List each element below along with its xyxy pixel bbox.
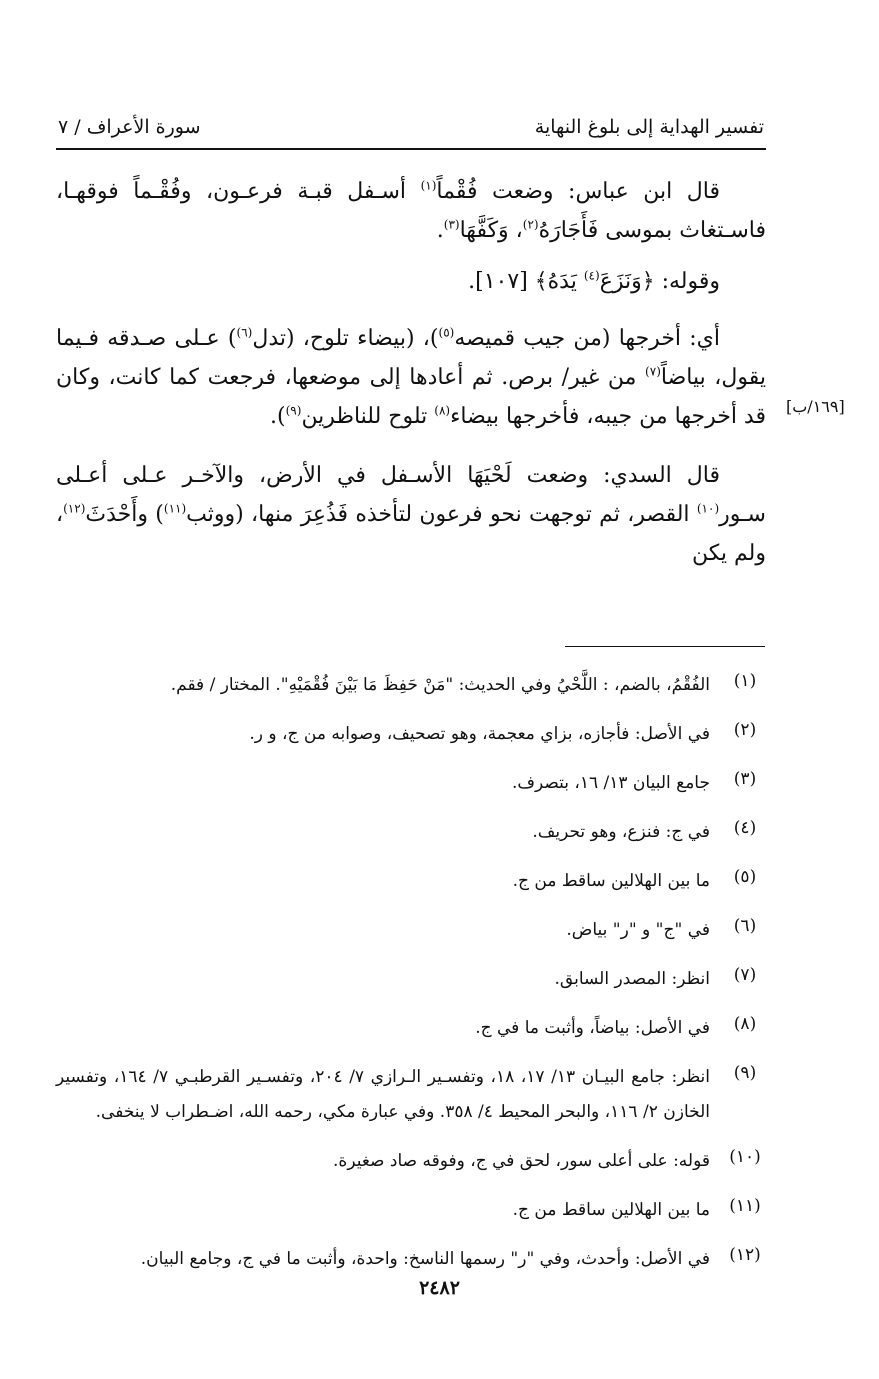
paragraph-suddi (56, 456, 766, 573)
footnote-number: (٤) (733, 818, 757, 838)
footnote-text: في الأصل: فأجازه، بزاي معجمة، وهو تصحيف، وصوابه من ج، و ر. (249, 724, 710, 744)
footnote-item (56, 913, 766, 948)
footnote-marker: (٦) (236, 325, 253, 340)
footnote-number: (١١) (729, 1196, 761, 1216)
footnote-marker: (١٢) (63, 501, 86, 516)
manuscript-folio-note: [١٦٩/ب] (786, 397, 845, 416)
main-text (56, 172, 766, 593)
footnote-marker: (١) (420, 178, 437, 193)
footnote-number: (١) (733, 671, 757, 691)
footnote-number: (٦) (733, 916, 757, 936)
text-run: أسـفل قبـة فرعـون، وفُقْـماً فوقهـا، فاسـتغاث بموسى فَأَجَارَهُ (56, 179, 766, 243)
text-run: ، ولم يكن (56, 502, 766, 566)
footnote-text: في الأصل: بياضاً، وأثبت ما في ج. (475, 1018, 710, 1038)
footnote-text: في "ج" و "ر" بياض. (566, 920, 710, 940)
text-run: ) وأَحْدَثَ (85, 502, 164, 527)
verse-line (56, 262, 766, 301)
footnote-item (56, 815, 766, 850)
text-run: من غير/ برص. ثم أعادها إلى موضعها، فرجعت كما كانت، وكان قد أخرجها من جيبه، فأخرجها بيضاء (56, 365, 766, 429)
footnote-text: الفُقْمُ، بالضم، : اللَّحْيُ وفي الحديث: "مَنْ حَفِظَ مَا بَيْنَ فُقْمَيْهِ". المختار / فقم. (170, 675, 710, 695)
footnote-marker: (١١) (163, 501, 187, 516)
footnote-number: (١٢) (729, 1245, 761, 1265)
text-run: وقوله: ﴿وَنَزَعَ (599, 269, 720, 294)
footnote-item (56, 864, 766, 899)
text-run: يَدَهُ﴾ [١٠٧]. (468, 269, 584, 294)
footnote-number: (٧) (733, 965, 757, 985)
paragraph-ibn-abbas (56, 172, 766, 250)
footnote-number: (١٠) (729, 1147, 761, 1167)
page-number: ٢٤٨٢ (419, 1277, 460, 1299)
text-run: القصر، ثم توجهت نحو فرعون لتأخذه فَذُعِرَ منها، (ووثب (186, 502, 697, 527)
running-header (56, 112, 766, 150)
footnote-item (56, 717, 766, 752)
footnote-number: (٩) (733, 1063, 757, 1083)
footnote-text: جامع البيان ١٣/ ١٦، بتصرف. (511, 773, 710, 793)
text-run: )، (بيضاء تلوح، (تدل (252, 326, 439, 351)
footnote-text: في الأصل: وأحدث، وفي "ر" رسمها الناسخ: واحدة، وأثبت ما في ج، وجامع البيان. (140, 1249, 710, 1269)
footnotes-list (56, 668, 766, 1291)
text-run: قال ابن عباس: وضعت فُقْماً (436, 179, 721, 204)
footnote-text: ما بين الهلالين ساقط من ج. (512, 871, 710, 891)
book-title: تفسير الهداية إلى بلوغ النهاية (534, 116, 764, 138)
footnote-number: (٣) (733, 769, 757, 789)
footnote-item (56, 1011, 766, 1046)
text-run: . (436, 218, 444, 243)
footnote-marker: (٧) (645, 364, 661, 379)
surah-label: سورة الأعراف / ٧ (58, 116, 201, 138)
footnote-marker: (١٠) (696, 501, 720, 516)
text-run: قال السدي: وضعت لَحْيَهَا الأسـفل في الأرض، والآخـر عـلى أعـلى سـور (56, 463, 766, 527)
footnote-number: (٥) (733, 867, 757, 887)
footnote-text: ما بين الهلالين ساقط من ج. (512, 1200, 710, 1220)
paragraph-explanation (56, 319, 766, 436)
text-run: تلوح للناظرين (301, 404, 435, 429)
footnote-marker: (٨) (434, 403, 451, 418)
text-run: ، وَكَفَّهَا (459, 218, 523, 243)
text-run: ) عـلى صـدقه فـيما يقول، بياضاً (56, 326, 766, 390)
footnote-text: انظر: المصدر السابق. (554, 969, 710, 989)
footnote-item (56, 1193, 766, 1228)
footnote-marker: (٤) (583, 268, 600, 283)
footnote-item (56, 668, 766, 703)
footnote-number: (٨) (733, 1014, 757, 1034)
footnote-item (56, 766, 766, 801)
footnote-number: (٢) (733, 720, 757, 740)
text-run: ). (270, 404, 286, 429)
footnote-marker: (٩) (285, 403, 302, 418)
footnote-marker: (٣) (443, 217, 460, 232)
footnote-marker: (٥) (438, 325, 455, 340)
footnote-separator (565, 646, 765, 647)
footnote-item (56, 1144, 766, 1179)
text-run: أي: أخرجها (من جيب قميصه (454, 326, 721, 351)
footnote-item (56, 1242, 766, 1277)
footnote-text: في ج: فنزع، وهو تحريف. (532, 822, 710, 842)
footnote-text: قوله: على أعلى سور، لحق في ج، وفوقه صاد صغيرة. (333, 1151, 710, 1171)
footnote-marker: (٢) (522, 217, 539, 232)
footnote-item (56, 1060, 766, 1130)
footnote-text: انظر: جامع البيـان ١٣/ ١٧، ١٨، وتفسـير الـرازي ٧/ ٢٠٤، وتفسـير القرطبـي ٧/ ١٦٤، وتفسير الخازن ٢/ ١١٦، والبحر المحيط ٤/ ٣٥٨. وفي عبارة مكي، رحمه الله، اضـطراب لا ينخفى. (56, 1067, 710, 1122)
footnote-item (56, 962, 766, 997)
